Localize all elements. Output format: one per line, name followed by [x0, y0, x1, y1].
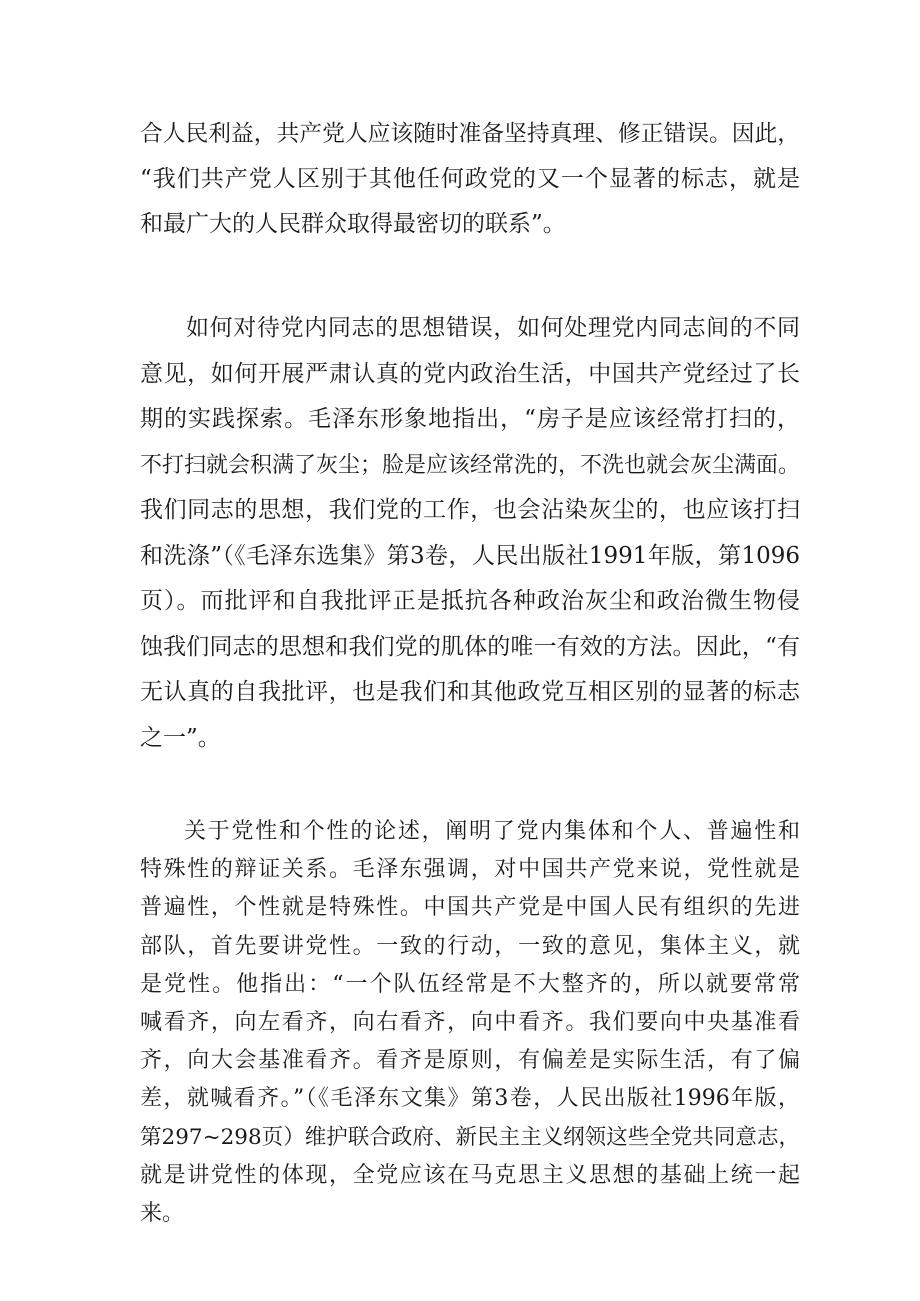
text-line: 和洗涤”（《毛泽东选集》第3卷，人民出版社1991年版，第1096	[140, 542, 800, 569]
text-line: 是党性。他指出：“一个队伍经常是不大整齐的，所以就要常常	[140, 971, 800, 997]
text-line: 页）。而批评和自我批评正是抵抗各种政治灰尘和政治微生物侵	[140, 588, 800, 614]
text-line: 喊看齐，向左看齐，向右看齐，向中看齐。我们要向中央基准看	[140, 1009, 800, 1035]
text-line: 来。	[140, 1200, 185, 1226]
text-line: 第297~298页）维护联合政府、新民主主义纲领这些全党共同意志，	[140, 1124, 800, 1150]
text-line: 关于党性和个性的论述，阐明了党内集体和个人、普遍性和	[184, 819, 800, 844]
text-line: 普遍性，个性就是特殊性。中国共产党是中国人民有组织的先进	[140, 895, 800, 921]
text-line: 意见，如何开展严肃认真的党内政治生活，中国共产党经过了长	[140, 360, 800, 387]
text-line: 如何对待党内同志的思想错误，如何处理党内同志间的不同	[186, 315, 800, 341]
text-line: 和最广大的人民群众取得最密切的联系”。	[140, 211, 566, 237]
text-line: 差，就喊看齐。”（《毛泽东文集》第3卷，人民出版社1996年版，	[140, 1086, 800, 1112]
text-line: 齐，向大会基准看齐。看齐是原则，有偏差是实际生活，有了偏	[140, 1048, 800, 1074]
text-line: 不打扫就会积满了灰尘；脸是应该经常洗的，不洗也就会灰尘满面。	[140, 452, 801, 478]
text-line: 就是讲党性的体现，全党应该在马克思主义思想的基础上统一起	[140, 1162, 800, 1188]
paragraph-1	[140, 112, 800, 247]
paragraph-2	[140, 306, 800, 761]
text-line: 期的实践探索。毛泽东形象地指出，“房子是应该经常打扫的，	[140, 406, 800, 432]
paragraph-3	[140, 813, 800, 1233]
text-line: 无认真的自我批评，也是我们和其他政党互相区别的显著的标志	[140, 679, 800, 705]
text-line: “我们共产党人区别于其他任何政党的又一个显著的标志，就是	[140, 166, 800, 192]
text-line: 蚀我们同志的思想和我们党的肌体的唯一有效的方法。因此，“有	[140, 633, 800, 660]
text-line: 特殊性的辩证关系。毛泽东强调，对中国共产党来说，党性就是	[140, 857, 800, 883]
text-line: 我们同志的思想，我们党的工作，也会沾染灰尘的，也应该打扫	[140, 497, 800, 523]
text-line: 部队，首先要讲党性。一致的行动，一致的意见，集体主义，就	[140, 933, 800, 959]
text-line: 合人民利益，共产党人应该随时准备坚持真理、修正错误。因此，	[140, 121, 800, 147]
text-line: 之一”。	[140, 724, 221, 751]
